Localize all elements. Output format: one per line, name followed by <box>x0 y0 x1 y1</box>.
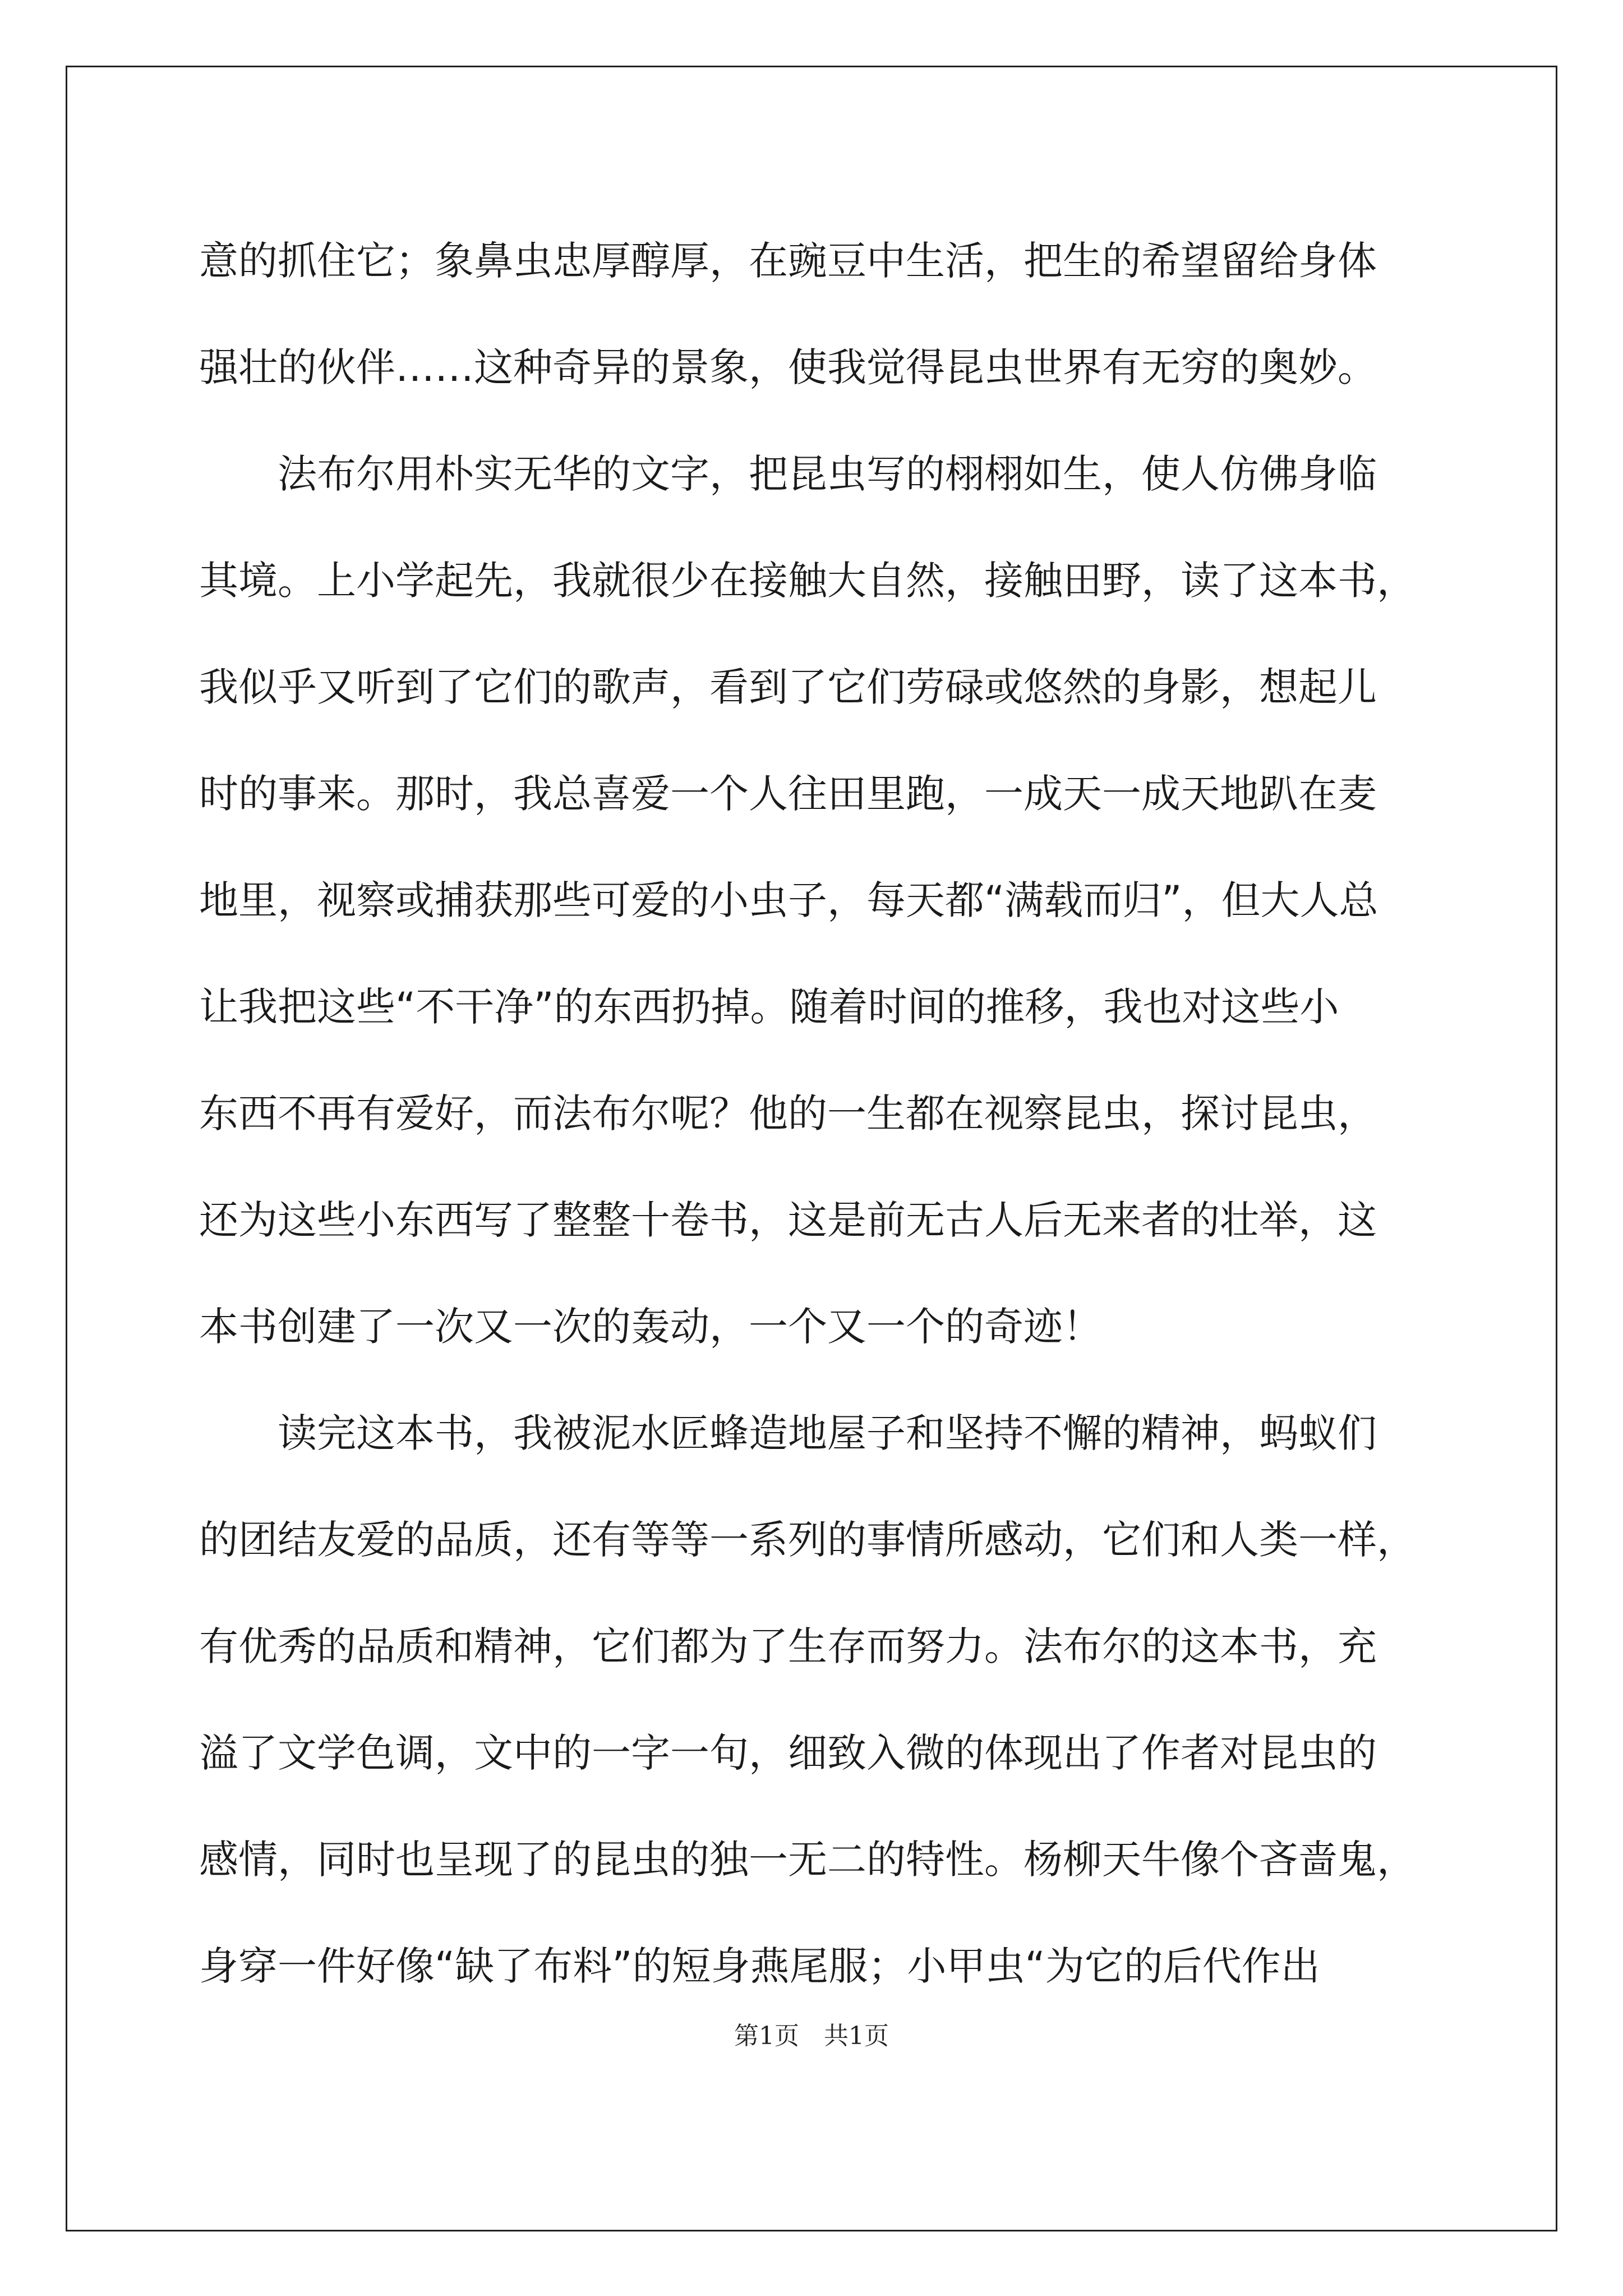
text-line: 我似乎又听到了它们的歌声，看到了它们劳碌或悠然的身影，想起儿 <box>199 664 1377 710</box>
text-line: 法布尔用朴实无华的文字，把昆虫写的栩栩如生，使人仿佛身临 <box>199 451 1377 497</box>
text-line: 读完这本书，我被泥水匠蜂造地屋子和坚持不懈的精神，蚂蚁们 <box>199 1410 1377 1456</box>
text-line: 有优秀的品质和精神，它们都为了生存而努力。法布尔的这本书，充 <box>199 1623 1377 1669</box>
body-text <box>199 208 1433 2019</box>
page-number-footer: 第1页 共1页 <box>734 2022 889 2050</box>
text-line: 的团结友爱的品质，还有等等一系列的事情所感动，它们和人类一样， <box>199 1517 1416 1563</box>
text-line: 东西不再有爱好，而法布尔呢？他的一生都在视察昆虫，探讨昆虫， <box>199 1091 1377 1137</box>
text-line: 意的抓住它；象鼻虫忠厚醇厚，在豌豆中生活，把生的希望留给身体 <box>199 238 1377 284</box>
text-line: 本书创建了一次又一次的轰动，一个又一个的奇迹！ <box>199 1304 1102 1350</box>
text-line: 让我把这些“不干净”的东西扔掉。随着时间的推移，我也对这些小 <box>199 984 1339 1030</box>
text-line: 感情，同时也呈现了的昆虫的独一无二的特性。杨柳天牛像个吝啬鬼， <box>199 1837 1416 1883</box>
text-line: 身穿一件好像“缺了布料”的短身燕尾服；小甲虫“为它的后代作出 <box>199 1943 1320 1989</box>
text-line: 时的事来。那时，我总喜爱一个人往田里跑，一成天一成天地趴在麦 <box>199 771 1377 817</box>
text-line: 其境。上小学起先，我就很少在接触大自然，接触田野，读了这本书， <box>199 558 1416 604</box>
text-line: 还为这些小东西写了整整十卷书，这是前无古人后无来者的壮举，这 <box>199 1197 1377 1243</box>
text-line: 溢了文学色调，文中的一字一句，细致入微的体现出了作者对昆虫的 <box>199 1730 1377 1776</box>
text-line: 强壮的伙伴……这种奇异的景象，使我觉得昆虫世界有无穷的奥妙。 <box>199 344 1377 390</box>
text-line: 地里，视察或捕获那些可爱的小虫子，每天都“满载而归”，但大人总 <box>199 877 1378 923</box>
